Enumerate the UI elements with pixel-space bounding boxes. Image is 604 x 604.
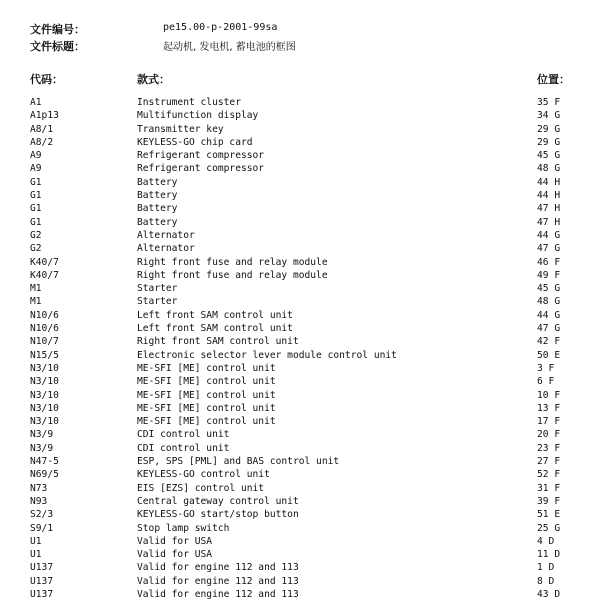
component-description: Transmitter key	[137, 123, 224, 135]
component-description: Right front fuse and relay module	[137, 256, 328, 268]
component-description: Alternator	[137, 243, 195, 255]
table-row	[0, 322, 604, 335]
table-row	[0, 455, 604, 468]
component-code: G1	[30, 203, 42, 215]
table-row	[0, 149, 604, 162]
component-code: N3/10	[30, 416, 59, 428]
component-position: 44 G	[537, 229, 561, 241]
component-list	[0, 96, 604, 601]
component-code: G1	[30, 216, 42, 228]
component-description: Central gateway control unit	[137, 495, 299, 507]
component-code: A1p13	[30, 110, 59, 122]
table-row	[0, 282, 604, 295]
component-position: 3 F	[537, 362, 555, 374]
component-description: Valid for engine 112 and 113	[137, 575, 299, 587]
table-row	[0, 575, 604, 588]
table-row	[0, 402, 604, 415]
table-row	[0, 123, 604, 136]
table-row	[0, 561, 604, 574]
component-code: N3/10	[30, 362, 59, 374]
component-position: 45 G	[537, 283, 561, 295]
column-header-desc: 款式：	[137, 73, 170, 86]
table-row	[0, 189, 604, 202]
component-description: Valid for USA	[137, 549, 213, 561]
component-description: ME-SFI [ME] control unit	[137, 402, 276, 414]
table-row	[0, 216, 604, 229]
component-description: ME-SFI [ME] control unit	[137, 389, 276, 401]
component-code: M1	[30, 296, 42, 308]
component-position: 6 F	[537, 376, 555, 388]
component-code: N47-5	[30, 456, 59, 468]
component-position: 4 D	[537, 535, 555, 547]
table-row	[0, 136, 604, 149]
column-header-code: 代码：	[30, 73, 63, 86]
component-position: 42 F	[537, 336, 561, 348]
component-code: N10/6	[30, 323, 59, 335]
component-code: N3/10	[30, 402, 59, 414]
component-position: 13 F	[537, 402, 561, 414]
component-code: A8/2	[30, 136, 54, 148]
component-code: N15/5	[30, 349, 59, 361]
table-row	[0, 535, 604, 548]
table-row	[0, 162, 604, 175]
component-description: Alternator	[137, 229, 195, 241]
table-row	[0, 548, 604, 561]
table-row	[0, 242, 604, 255]
component-position: 8 D	[537, 575, 555, 587]
table-row	[0, 375, 604, 388]
component-code: M1	[30, 283, 42, 295]
component-position: 39 F	[537, 495, 561, 507]
component-position: 44 G	[537, 309, 561, 321]
table-row	[0, 428, 604, 441]
component-description: Starter	[137, 283, 178, 295]
component-position: 47 H	[537, 216, 561, 228]
table-row	[0, 335, 604, 348]
table-row	[0, 349, 604, 362]
component-code: U137	[30, 575, 54, 587]
component-description: CDI control unit	[137, 442, 230, 454]
component-position: 50 E	[537, 349, 561, 361]
component-position: 51 E	[537, 509, 561, 521]
component-position: 29 G	[537, 136, 561, 148]
table-row	[0, 482, 604, 495]
component-description: Multifunction display	[137, 110, 259, 122]
component-description: Left front SAM control unit	[137, 309, 293, 321]
table-row	[0, 229, 604, 242]
component-description: Starter	[137, 296, 178, 308]
table-row	[0, 468, 604, 481]
table-row	[0, 442, 604, 455]
component-description: KEYLESS-GO control unit	[137, 469, 270, 481]
table-row	[0, 415, 604, 428]
component-position: 17 F	[537, 416, 561, 428]
table-row	[0, 295, 604, 308]
table-row	[0, 588, 604, 601]
component-description: EIS [EZS] control unit	[137, 482, 265, 494]
component-description: Valid for USA	[137, 535, 213, 547]
component-code: A9	[30, 163, 42, 175]
component-position: 35 F	[537, 97, 561, 108]
component-description: Refrigerant compressor	[137, 163, 265, 175]
table-row	[0, 256, 604, 269]
component-position: 45 G	[537, 150, 561, 162]
doc-title-label: 文件标题：	[30, 40, 85, 53]
component-position: 48 G	[537, 163, 561, 175]
table-row	[0, 96, 604, 109]
component-position: 46 F	[537, 256, 561, 268]
component-description: Valid for engine 112 and 113	[137, 562, 299, 574]
component-description: Valid for engine 112 and 113	[137, 588, 299, 600]
component-position: 25 G	[537, 522, 561, 534]
component-position: 20 F	[537, 429, 561, 441]
table-row	[0, 269, 604, 282]
table-row	[0, 202, 604, 215]
component-position: 31 F	[537, 482, 561, 494]
column-header-pos: 位置：	[537, 73, 570, 86]
component-position: 49 F	[537, 269, 561, 281]
component-description: ESP, SPS [PML] and BAS control unit	[137, 456, 340, 468]
component-description: Battery	[137, 190, 178, 202]
component-code: N3/9	[30, 429, 54, 441]
component-code: S9/1	[30, 522, 54, 534]
component-code: N3/10	[30, 376, 59, 388]
table-row	[0, 176, 604, 189]
component-description: Right front SAM control unit	[137, 336, 299, 348]
doc-number-label: 文件编号：	[30, 23, 85, 36]
component-position: 44 H	[537, 176, 561, 188]
component-position: 47 G	[537, 243, 561, 255]
table-row	[0, 362, 604, 375]
doc-number-value: pe15.00-p-2001-99sa	[163, 22, 278, 33]
component-position: 47 G	[537, 323, 561, 335]
component-code: S2/3	[30, 509, 54, 521]
component-position: 23 F	[537, 442, 561, 454]
component-description: Left front SAM control unit	[137, 323, 293, 335]
component-code: U1	[30, 535, 42, 547]
component-description: Stop lamp switch	[137, 522, 230, 534]
component-code: K40/7	[30, 256, 59, 268]
component-code: G1	[30, 176, 42, 188]
component-code: N3/9	[30, 442, 54, 454]
component-code: G2	[30, 243, 42, 255]
component-position: 47 H	[537, 203, 561, 215]
table-row	[0, 389, 604, 402]
component-position: 11 D	[537, 549, 561, 561]
component-position: 1 D	[537, 562, 555, 574]
component-position: 44 H	[537, 190, 561, 202]
component-code: A1	[30, 97, 42, 108]
component-code: N3/10	[30, 389, 59, 401]
component-position: 34 G	[537, 110, 561, 122]
component-code: U137	[30, 562, 54, 574]
component-position: 27 F	[537, 456, 561, 468]
component-description: CDI control unit	[137, 429, 230, 441]
table-row	[0, 508, 604, 521]
component-code: G2	[30, 229, 42, 241]
component-code: A9	[30, 150, 42, 162]
component-description: ME-SFI [ME] control unit	[137, 376, 276, 388]
component-description: KEYLESS-GO chip card	[137, 136, 253, 148]
doc-title-value: 起动机, 发电机, 蓄电池的框图	[163, 42, 296, 53]
component-code: A8/1	[30, 123, 54, 135]
component-position: 10 F	[537, 389, 561, 401]
component-code: G1	[30, 190, 42, 202]
component-description: KEYLESS-GO start/stop button	[137, 509, 299, 521]
component-position: 52 F	[537, 469, 561, 481]
component-description: Battery	[137, 203, 178, 215]
component-code: U1	[30, 549, 42, 561]
component-code: N93	[30, 495, 48, 507]
table-row	[0, 522, 604, 535]
component-description: Instrument cluster	[137, 97, 241, 108]
table-row	[0, 109, 604, 122]
component-description: Refrigerant compressor	[137, 150, 265, 162]
component-position: 48 G	[537, 296, 561, 308]
component-description: Electronic selector lever module control unit	[137, 349, 397, 361]
component-description: Right front fuse and relay module	[137, 269, 328, 281]
component-code: U137	[30, 588, 54, 600]
table-row	[0, 309, 604, 322]
component-code: N73	[30, 482, 48, 494]
component-description: ME-SFI [ME] control unit	[137, 362, 276, 374]
table-row	[0, 495, 604, 508]
component-description: Battery	[137, 216, 178, 228]
component-code: N10/7	[30, 336, 59, 348]
component-code: N10/6	[30, 309, 59, 321]
component-position: 43 D	[537, 588, 561, 600]
component-position: 29 G	[537, 123, 561, 135]
component-description: ME-SFI [ME] control unit	[137, 416, 276, 428]
component-code: K40/7	[30, 269, 59, 281]
component-description: Battery	[137, 176, 178, 188]
component-code: N69/5	[30, 469, 59, 481]
